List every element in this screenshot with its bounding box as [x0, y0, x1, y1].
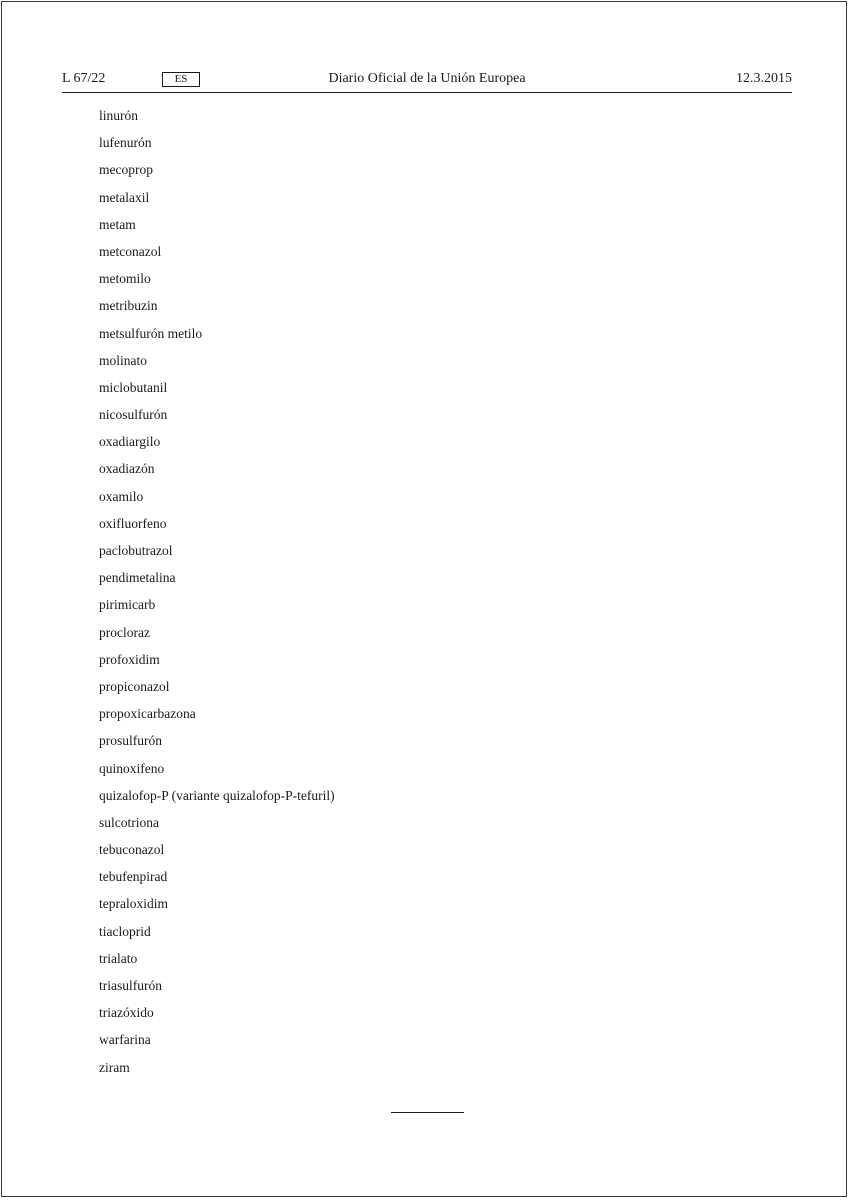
substance-item: sulcotriona: [99, 814, 159, 830]
substance-item: oxifluorfeno: [99, 515, 167, 531]
substance-item: metomilo: [99, 271, 151, 287]
substance-item: oxadiazón: [99, 461, 155, 477]
substance-item: oxadiargilo: [99, 434, 161, 450]
substance-item: metalaxil: [99, 189, 150, 205]
substance-item: triazóxido: [99, 1005, 154, 1021]
substance-item: pirimicarb: [99, 597, 156, 613]
substance-item: metsulfurón metilo: [99, 325, 203, 341]
substance-item: tiacloprid: [99, 923, 151, 939]
substance-item: oxamilo: [99, 488, 144, 504]
substance-item: metam: [99, 216, 136, 232]
journal-title: Diario Oficial de la Unión Europea: [328, 71, 526, 86]
substance-item: tepraloxidim: [99, 896, 168, 912]
substance-item: tebuconazol: [99, 842, 165, 858]
substance-item: ziram: [99, 1059, 130, 1075]
substance-item: miclobutanil: [99, 379, 168, 395]
substance-item: molinato: [99, 352, 147, 368]
publication-date: 12.3.2015: [736, 71, 792, 86]
substance-item: quinoxifeno: [99, 760, 165, 776]
substance-item: metconazol: [99, 243, 162, 259]
substance-item: nicosulfurón: [99, 407, 168, 423]
substance-item: warfarina: [99, 1032, 151, 1048]
end-of-section-rule: [391, 1112, 464, 1113]
language-badge: ES: [162, 72, 200, 87]
substance-item: metribuzin: [99, 298, 158, 314]
substance-item: tebufenpirad: [99, 869, 168, 885]
substance-item: prosulfurón: [99, 733, 162, 749]
substance-item: quizalofop-P (variante quizalofop-P-tefuril): [99, 787, 335, 803]
substance-item: propoxicarbazona: [99, 706, 196, 722]
substance-item: profoxidim: [99, 651, 160, 667]
journal-reference: L 67/22: [62, 71, 106, 86]
substance-item: trialato: [99, 950, 138, 966]
document-page: [1, 1, 847, 1197]
substance-item: triasulfurón: [99, 978, 162, 993]
substance-item: lufenurón: [99, 135, 152, 151]
substance-list: [99, 106, 335, 1085]
substance-item: propiconazol: [99, 678, 170, 694]
page-header: [62, 70, 792, 92]
substance-item: mecoprop: [99, 162, 153, 178]
substance-item: paclobutrazol: [99, 543, 173, 558]
substance-item: pendimetalina: [99, 570, 176, 586]
substance-item: procloraz: [99, 624, 150, 640]
header-divider: [62, 92, 792, 93]
substance-item: linurón: [99, 108, 138, 123]
